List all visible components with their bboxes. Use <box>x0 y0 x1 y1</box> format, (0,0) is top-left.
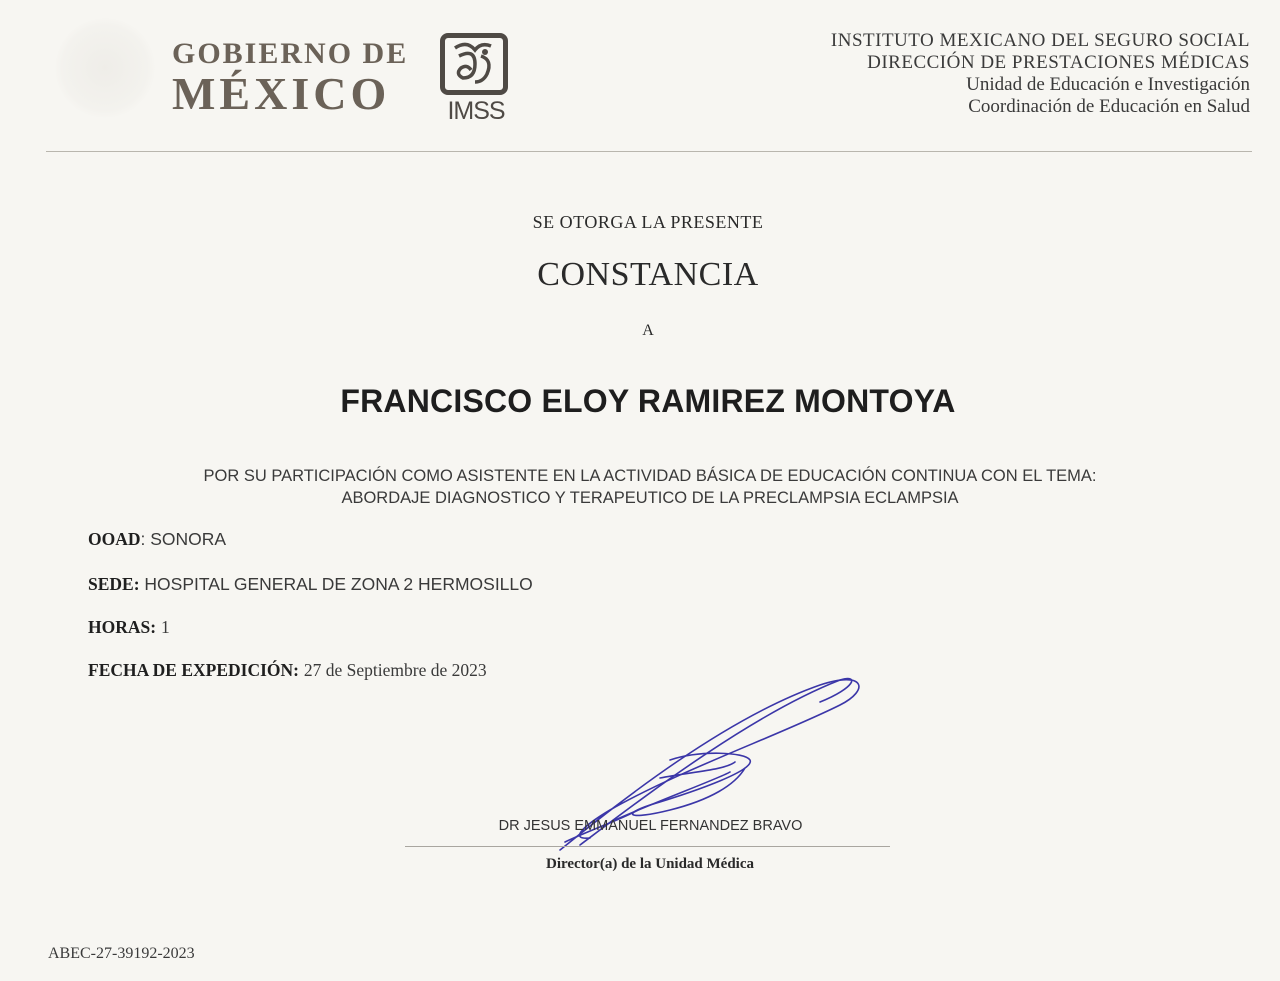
field-horas <box>88 617 170 638</box>
participation-statement <box>60 465 1240 509</box>
gobierno-logo-line1: GOBIERNO DE <box>172 37 409 70</box>
imss-logo-label: IMSS <box>447 97 505 125</box>
institution-line: INSTITUTO MEXICANO DEL SEGURO SOCIAL <box>830 30 1250 51</box>
field-sede-label: SEDE: <box>88 574 140 594</box>
field-fecha-value: 27 de Septiembre de 2023 <box>303 660 487 680</box>
participation-topic: ABORDAJE DIAGNOSTICO Y TERAPEUTICO DE LA PRECLAMPSIA ECLAMPSIA <box>341 489 959 507</box>
participation-line: POR SU PARTICIPACIÓN COMO ASISTENTE EN LA ACTIVIDAD BÁSICA DE EDUCACIÓN CONTINUA CON EL TEMA: <box>203 467 1097 485</box>
intro-text: SE OTORGA LA PRESENTE <box>532 212 764 232</box>
field-sede-value: HOSPITAL GENERAL DE ZONA 2 HERMOSILLO <box>144 574 533 594</box>
institution-line: Coordinación de Educación en Salud <box>968 96 1250 117</box>
folio-number: ABEC-27-39192-2023 <box>48 945 195 962</box>
gobierno-de-mexico-logo <box>172 38 412 118</box>
field-sede <box>88 574 533 595</box>
institution-header <box>831 30 1250 118</box>
signer-name: DR JESUS EMMANUEL FERNANDEZ BRAVO <box>498 818 803 834</box>
to-text: A <box>642 322 654 339</box>
certificate-title: CONSTANCIA <box>537 256 759 293</box>
field-ooad-value: : SONORA <box>140 529 227 549</box>
national-seal-watermark <box>55 18 155 118</box>
field-fecha <box>88 660 487 681</box>
field-horas-label: HORAS: <box>88 617 157 637</box>
handwritten-signature <box>520 660 880 870</box>
gobierno-logo-line2: MÉXICO <box>172 68 391 119</box>
imss-logo <box>437 33 515 125</box>
field-ooad-label: OOAD <box>88 529 141 549</box>
signer-role: Director(a) de la Unidad Médica <box>545 856 755 872</box>
signature-line <box>405 846 890 847</box>
field-horas-value: 1 <box>160 617 170 637</box>
field-ooad <box>88 529 226 550</box>
imss-emblem-icon <box>440 33 508 95</box>
header-divider <box>46 151 1252 152</box>
field-fecha-label: FECHA DE EXPEDICIÓN: <box>88 660 299 680</box>
institution-line: DIRECCIÓN DE PRESTACIONES MÉDICAS <box>867 52 1250 73</box>
recipient-name: FRANCISCO ELOY RAMIREZ MONTOYA <box>340 383 956 419</box>
institution-line: Unidad de Educación e Investigación <box>966 74 1250 95</box>
